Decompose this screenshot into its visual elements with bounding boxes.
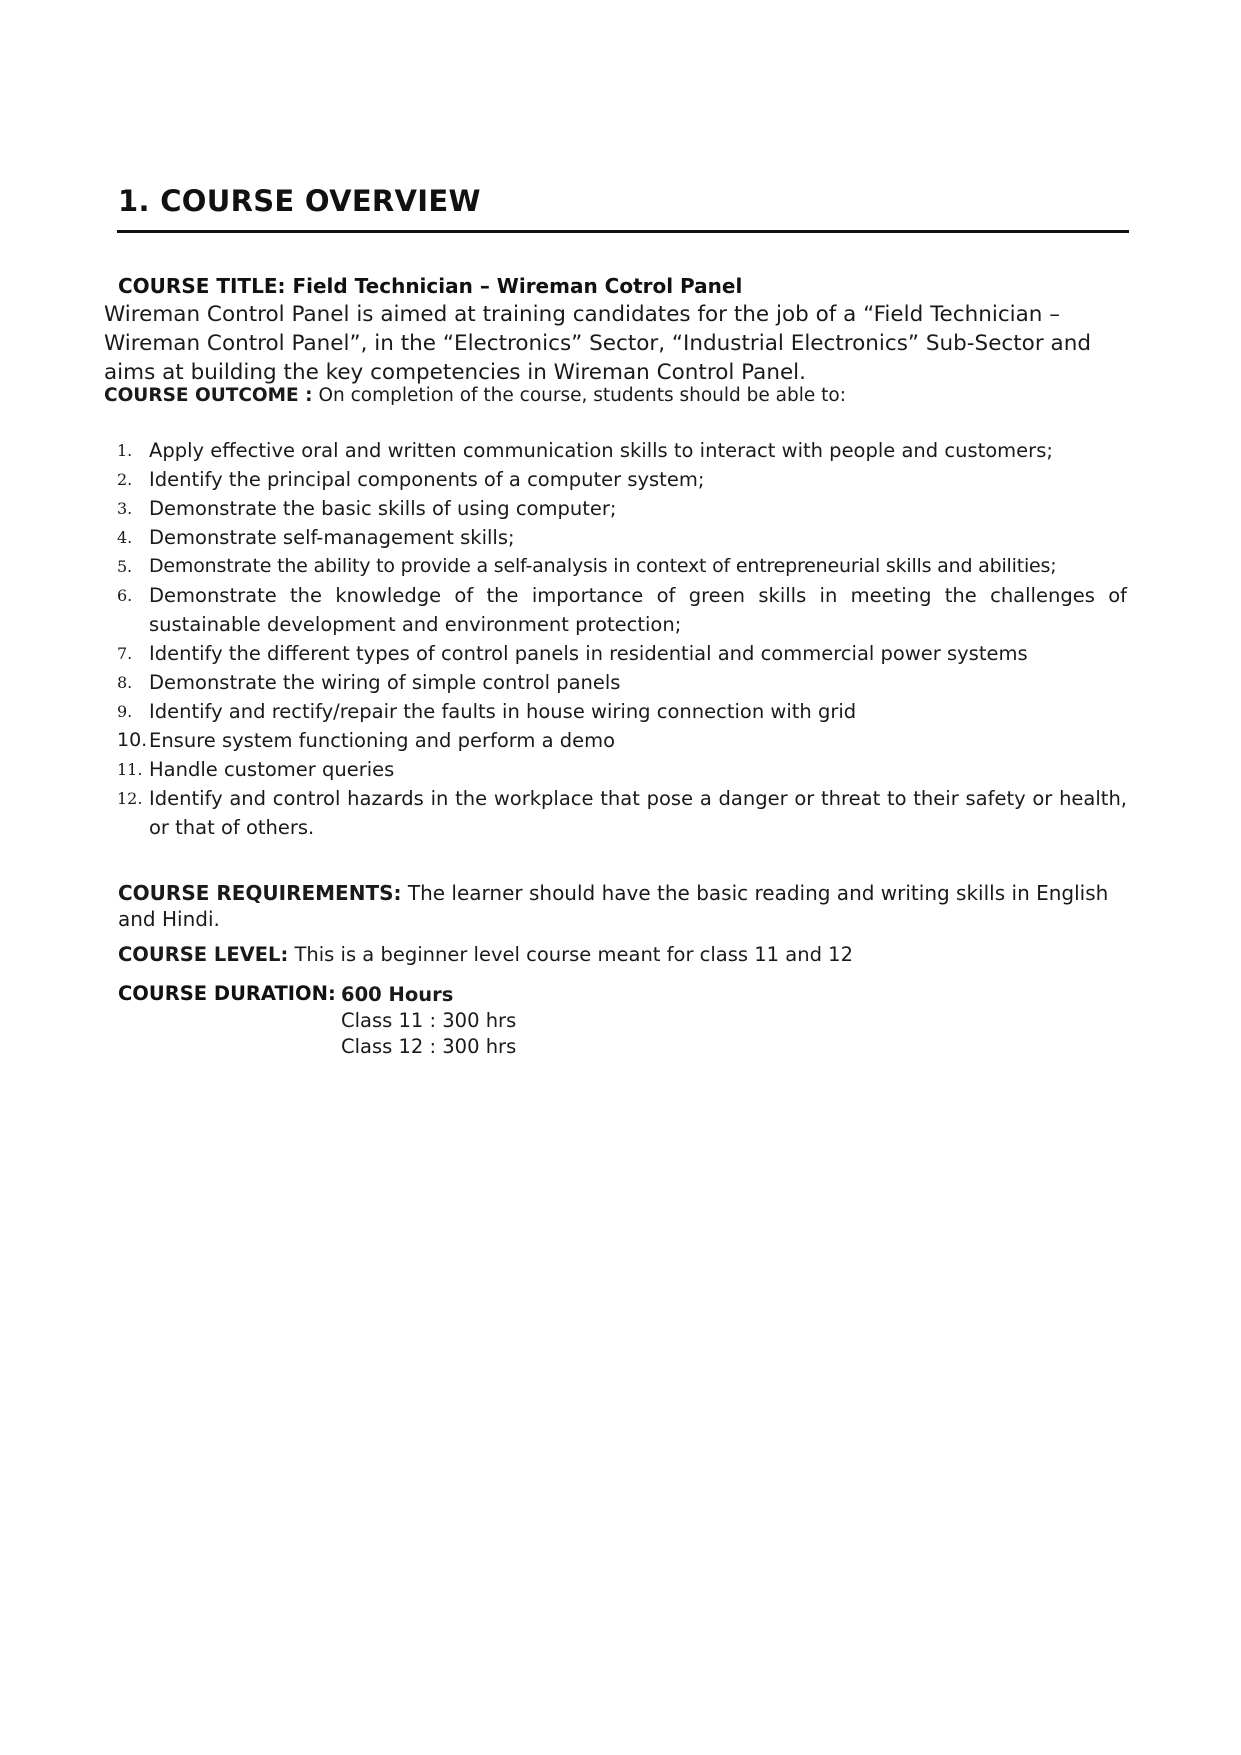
outcome-text: Apply effective oral and written communication skills to interact with people and customers; bbox=[149, 439, 1053, 462]
course-title-label: COURSE TITLE: bbox=[118, 274, 286, 298]
outcome-text: Demonstrate self-management skills; bbox=[149, 526, 515, 549]
outcome-number: 1. bbox=[117, 441, 133, 460]
outcome-text: Identify the principal components of a computer system; bbox=[149, 468, 705, 491]
outcome-number: 7. bbox=[117, 644, 133, 663]
outcome-number: 3. bbox=[117, 499, 133, 518]
outcomes-list bbox=[117, 436, 1127, 842]
course-level-text: This is a beginner level course meant for class 11 and 12 bbox=[294, 943, 853, 966]
heading-divider bbox=[117, 230, 1129, 233]
outcome-text: Identify the different types of control panels in residential and commercial power systems bbox=[149, 642, 1028, 665]
duration-class-12: Class 12 : 300 hrs bbox=[341, 1035, 517, 1058]
outcome-item-12 bbox=[117, 784, 1127, 842]
course-duration-values bbox=[341, 982, 516, 1060]
course-outcome-line bbox=[104, 385, 846, 406]
course-duration-label: COURSE DURATION: bbox=[118, 982, 336, 1005]
outcome-number: 10. bbox=[117, 729, 148, 751]
outcome-item-1 bbox=[117, 436, 1127, 465]
outcome-item-4 bbox=[117, 523, 1127, 552]
course-intro: Wireman Control Panel is aimed at training candidates for the job of a “Field Technician – Wireman Control Panel”, in the “Electronics” Sector, “Industrial Electronics” Sub-Sector and aims at building the key competencies in Wireman Control Panel. bbox=[104, 302, 1091, 385]
course-requirements-text: The learner should have the basic reading and writing skills in English and Hindi. bbox=[118, 881, 1109, 931]
outcome-item-9 bbox=[117, 697, 1127, 726]
outcome-text: Demonstrate the knowledge of the importance of green skills in meeting the challenges of sustainable development and environment protection; bbox=[149, 584, 1127, 636]
outcome-item-10 bbox=[117, 726, 1127, 755]
outcome-number: 6. bbox=[117, 586, 133, 605]
course-requirements-label: COURSE REQUIREMENTS: bbox=[118, 881, 402, 905]
outcome-number: 4. bbox=[117, 528, 133, 547]
outcome-text: Demonstrate the basic skills of using computer; bbox=[149, 497, 617, 520]
outcome-text: Identify and control hazards in the workplace that pose a danger or threat to their safety or health, or that of others. bbox=[149, 787, 1127, 839]
outcome-text: Handle customer queries bbox=[149, 758, 395, 781]
outcome-item-2 bbox=[117, 465, 1127, 494]
outcome-number: 12. bbox=[117, 789, 143, 808]
course-outcome-label: COURSE OUTCOME : bbox=[104, 385, 313, 406]
outcome-number: 5. bbox=[117, 557, 132, 576]
duration-class-11: Class 11 : 300 hrs bbox=[341, 1009, 517, 1032]
outcome-text: Ensure system functioning and perform a demo bbox=[149, 729, 616, 752]
outcome-number: 11. bbox=[117, 760, 143, 779]
course-title-value: Field Technician – Wireman Cotrol Panel bbox=[292, 274, 743, 298]
outcome-item-11 bbox=[117, 755, 1127, 784]
duration-total: 600 Hours bbox=[341, 983, 454, 1006]
outcome-item-5 bbox=[117, 552, 1127, 581]
outcome-text: Demonstrate the ability to provide a self-analysis in context of entrepreneurial skills and abilities; bbox=[149, 555, 1057, 577]
course-title-line bbox=[118, 274, 742, 298]
course-level-label: COURSE LEVEL: bbox=[118, 943, 289, 966]
section-heading: 1. COURSE OVERVIEW bbox=[118, 184, 481, 218]
outcome-item-8 bbox=[117, 668, 1127, 697]
outcome-item-3 bbox=[117, 494, 1127, 523]
outcome-item-6 bbox=[117, 581, 1127, 639]
course-level bbox=[118, 943, 853, 966]
course-requirements bbox=[118, 880, 1128, 932]
outcome-item-7 bbox=[117, 639, 1127, 668]
outcome-text: Demonstrate the wiring of simple control panels bbox=[149, 671, 621, 694]
outcome-number: 9. bbox=[117, 702, 133, 721]
outcome-number: 8. bbox=[117, 673, 133, 692]
outcome-text: Identify and rectify/repair the faults in house wiring connection with grid bbox=[149, 700, 857, 723]
course-outcome-text: On completion of the course, students should be able to: bbox=[318, 385, 846, 406]
outcome-number: 2. bbox=[117, 470, 133, 489]
